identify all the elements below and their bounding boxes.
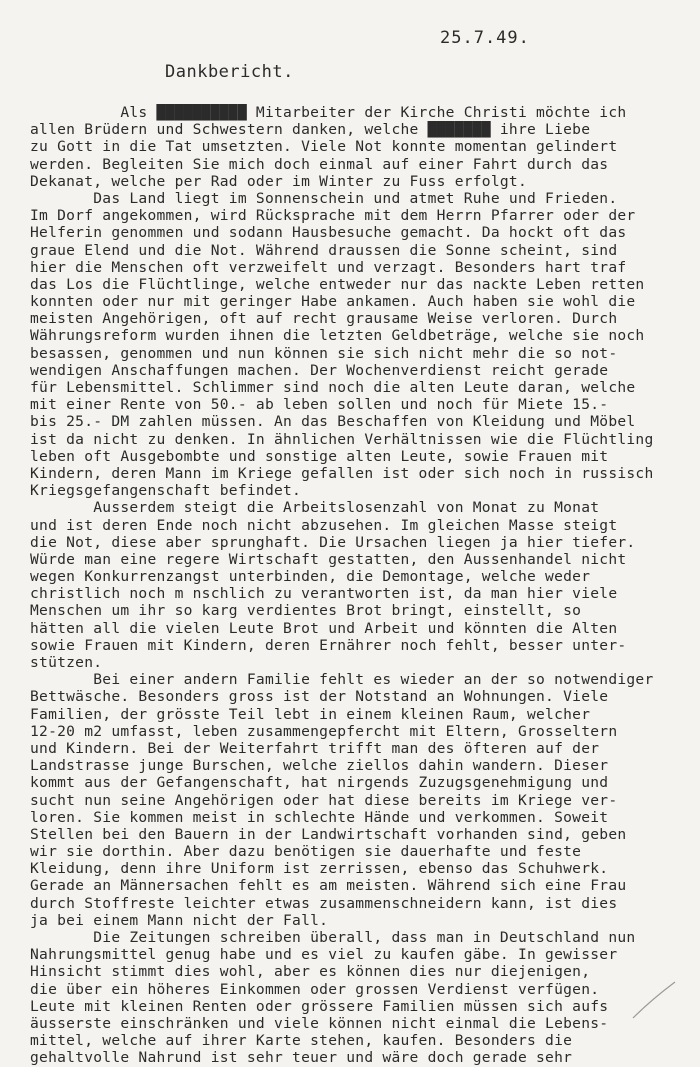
text-line: ja bei einem Mann nicht der Fall. (30, 911, 329, 929)
text-line: mit einer Rente von 50.- ab leben sollen und noch für Miete 15.- (30, 396, 609, 414)
text-line: das Los die Flüchtlinge, welche entweder nur das nackte Leben retten (30, 275, 645, 293)
text-line: Landstrasse junge Burschen, welche ziellos dahin wandern. Dieser (30, 757, 609, 775)
text-line: Die Zeitungen schreiben überall, dass man in Deutschland nun (30, 929, 636, 946)
text-line: loren. Sie kommen meist in schlechte Hände und verkommen. Soweit (30, 808, 609, 826)
text-line: ist da nicht zu denken. In ähnlichen Verhältnissen wie die Flüchtling (30, 430, 654, 448)
text-line: Familien, der grösste Teil lebt in einem kleinen Raum, welcher (30, 705, 591, 723)
text-line: wir sie dorthin. Aber dazu benötigen sie dauerhafte und feste (30, 843, 582, 861)
text-line: meisten Angehörigen, oft auf recht grausame Weise verloren. Durch (30, 310, 618, 328)
text-line: Das Land liegt im Sonnenschein und atmet Ruhe und Frieden. (30, 189, 618, 207)
text-line: Hinsicht stimmt dies wohl, aber es können dies nur diejenigen, (30, 963, 591, 981)
text-line: Stellen bei den Bauern in der Landwirtschaft vorhanden sind, geben (30, 825, 627, 843)
text-line: mittel, welche auf ihrer Karte stehen, kaufen. Besonders die (30, 1032, 573, 1050)
text-line: Dekanat, welche per Rad oder im Winter zu Fuss erfolgt. (30, 172, 527, 190)
text-line: leben oft Ausgebombte und sonstige alten Leute, sowie Frauen mit (30, 447, 609, 465)
text-line: werden. Begleiten Sie mich doch einmal auf einer Fahrt durch das (30, 155, 609, 173)
letter-body (30, 104, 670, 1067)
text-line: sucht nun seine Angehörigen oder hat diese bereits im Kriege ver- (30, 791, 618, 809)
text-line: hätten all die vielen Leute Brot und Arbeit und könnten die Alten (30, 619, 618, 637)
text-line: und ist deren Ende noch nicht abzusehen. Im gleichen Masse steigt (30, 516, 618, 534)
text-line: kommt aus der Gefangenschaft, hat nirgends Zuzugsgenehmigung und (30, 774, 609, 792)
text-line: graue Elend und die Not. Während draussen die Sonne scheint, sind (30, 241, 618, 259)
text-line: allen Brüdern und Schwestern danken, welche ███████ ihre Liebe (30, 121, 591, 139)
text-line: Kleidung, denn ihre Uniform ist zerrissen, ebenso das Schuhwerk. (30, 860, 609, 878)
text-line: Würde man eine regere Wirtschaft gestatten, den Aussenhandel nicht (30, 550, 627, 568)
text-line: hier die Menschen oft verzweifelt und verzagt. Besonders hart traf (30, 258, 627, 276)
text-line: christlich noch m nschlich zu verantworten ist, da man hier viele (30, 585, 618, 603)
text-line: Gerade an Männersachen fehlt es am meisten. Während sich eine Frau (30, 877, 627, 895)
text-line: wegen Konkurrenzangst unterbinden, die Demontage, welche weder (30, 568, 591, 586)
text-line: Bei einer andern Familie fehlt es wieder an der so notwendiger (30, 671, 654, 689)
text-line: gehaltvolle Nahrund ist sehr teuer und wäre doch gerade sehr (30, 1049, 573, 1067)
text-line: Kriegsgefangenschaft befindet. (30, 482, 302, 500)
text-line: konnten oder nur mit geringer Habe ankamen. Auch haben sie wohl die (30, 293, 636, 311)
text-line: Leute mit kleinen Renten oder grössere Familien müssen sich aufs (30, 997, 609, 1015)
text-line: durch Stoffreste leichter etwas zusammenschneidern kann, ist dies (30, 894, 618, 912)
text-line: die über ein höheres Einkommen oder grossen Verdienst verfügen. (30, 980, 600, 998)
letter-title: Dankbericht. (165, 62, 294, 82)
text-line: Nahrungsmittel genug habe und es viel zu kaufen gäbe. In gewisser (30, 946, 618, 964)
text-line: Als ██████████ Mitarbeiter der Kirche Christi möchte ich (30, 104, 627, 121)
text-line: Helferin genommen und sodann Hausbesuche gemacht. Da hockt oft das (30, 224, 627, 242)
text-line: Kindern, deren Mann im Kriege gefallen ist oder sich noch in russisch (30, 464, 654, 482)
text-line: bis 25.- DM zahlen müssen. An das Beschaffen von Kleidung und Möbel (30, 413, 636, 431)
text-line: Währungsreform wurden ihnen die letzten Geldbeträge, welche sie noch (30, 327, 645, 345)
text-line: Menschen um ihr so karg verdientes Brot bringt, einstellt, so (30, 602, 582, 620)
text-line: Ausserdem steigt die Arbeitslosenzahl von Monat zu Monat (30, 499, 600, 517)
text-line: und Kindern. Bei der Weiterfahrt trifft man des öfteren auf der (30, 739, 600, 757)
text-line: zu Gott in die Tat umsetzten. Viele Not konnte momentan gelindert (30, 138, 618, 156)
corner-fold-mark (631, 980, 677, 1020)
text-line: Im Dorf angekommen, wird Rücksprache mit dem Herrn Pfarrer oder der (30, 207, 636, 225)
text-line: besassen, genommen und nun können sie sich nicht mehr die so not- (30, 344, 618, 362)
text-line: für Lebensmittel. Schlimmer sind noch die alten Leute daran, welche (30, 379, 636, 396)
text-line: stützen. (30, 654, 103, 671)
letter-date: 25.7.49. (440, 28, 530, 48)
text-line: die Not, diese aber sprunghaft. Die Ursachen liegen ja hier tiefer. (30, 533, 636, 551)
text-line: sowie Frauen mit Kindern, deren Ernährer noch fehlt, besser unter- (30, 636, 627, 654)
text-line: wendigen Anschaffungen machen. Der Wochenverdienst reicht gerade (30, 361, 609, 379)
text-line: Bettwäsche. Besonders gross ist der Notstand an Wohnungen. Viele (30, 688, 609, 706)
text-line: äusserste einschränken und viele können nicht einmal die Lebens- (30, 1014, 609, 1032)
text-line: 12-20 m2 umfasst, leben zusammengepfercht mit Eltern, Grosseltern (30, 722, 618, 740)
